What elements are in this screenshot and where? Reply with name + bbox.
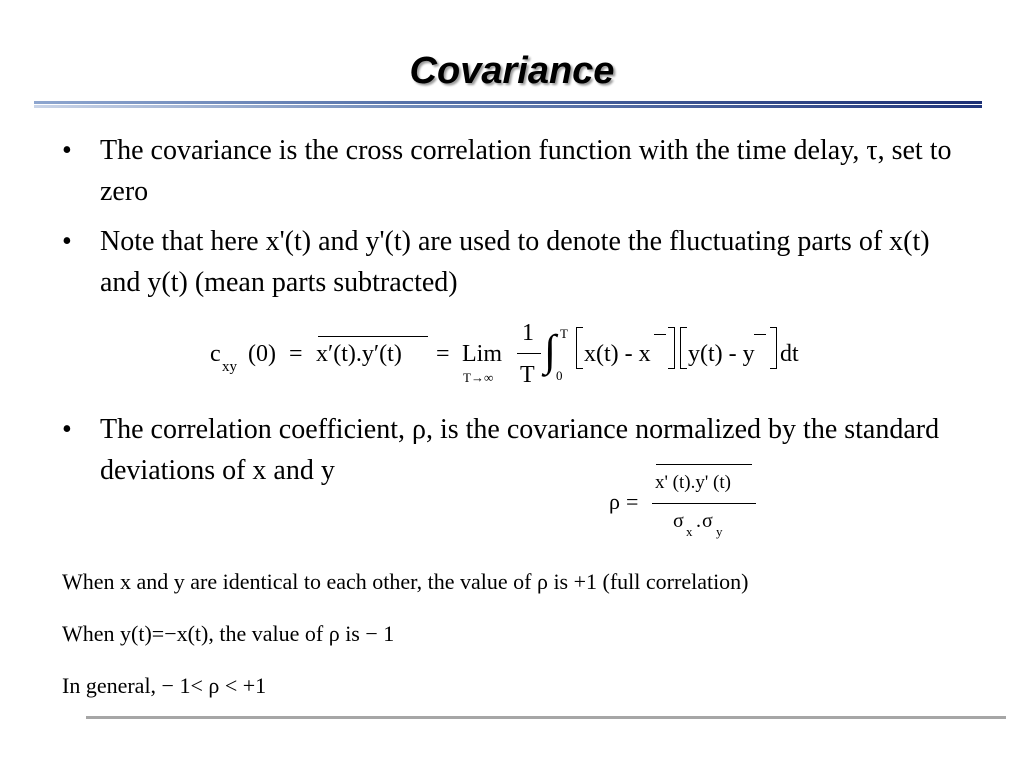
- footer-rule: [86, 716, 1006, 719]
- eq-rho: ρ: [609, 489, 620, 514]
- title-underline: [34, 101, 982, 109]
- eq-integral-upper: T: [560, 326, 568, 341]
- eq-xbar-line: [654, 334, 666, 335]
- eq-fraction-T: T: [520, 362, 535, 388]
- bullet-marker: •: [62, 226, 72, 257]
- eq-integral-sign: ∫: [544, 326, 557, 375]
- eq-subscript-xy: xy: [222, 359, 237, 375]
- note-identical: When x and y are identical to each other, the value of ρ is +1 (full correlation): [62, 569, 749, 594]
- bullet-text: Note that here x'(t) and y'(t) are used to denote the fluctuating parts of x(t) and y(t) (mean parts subtracted): [100, 226, 930, 298]
- eq-y-minus-mean: y(t) - y: [688, 341, 755, 367]
- eq-bracket-close-1: [668, 327, 675, 369]
- slide-title: Covariance: [409, 50, 615, 92]
- eq-sigma-sub-x: x: [686, 524, 693, 539]
- eq-rho-fraction-bar: [652, 503, 756, 504]
- bullet-marker: •: [62, 414, 72, 445]
- note-negated: When y(t)=−x(t), the value of ρ is − 1: [62, 621, 395, 646]
- bullet-text: The covariance is the cross correlation function with the time delay, τ, set to zero: [100, 135, 952, 207]
- eq-product: x′(t).y′(t): [316, 341, 402, 367]
- eq-lim-subscript: T→∞: [463, 370, 494, 385]
- eq-rho-overbar: [656, 464, 752, 465]
- eq-arg-zero: (0): [248, 341, 276, 367]
- eq-ybar-line: [754, 334, 766, 335]
- eq-dt: dt: [780, 341, 799, 367]
- eq-overbar-product: [318, 336, 428, 337]
- eq-bracket-close-2: [770, 327, 777, 369]
- eq-bracket-open-2: [680, 327, 687, 369]
- eq-fraction-one: 1: [522, 320, 534, 346]
- eq-integral-lower: 0: [556, 368, 563, 383]
- eq-rho-numerator: x' (t).y' (t): [655, 472, 731, 493]
- eq-sigma-sub-y: y: [716, 524, 723, 539]
- eq-rho-equals: =: [626, 489, 639, 514]
- bullet-marker: •: [62, 135, 72, 166]
- eq-x-minus-mean: x(t) - x: [584, 341, 651, 367]
- eq-sigma-dot: .: [696, 510, 701, 532]
- eq-equals-2: =: [436, 341, 450, 367]
- eq-fraction-bar: [517, 353, 541, 354]
- eq-sigma-y: σ: [702, 510, 713, 532]
- eq-sigma-x: σ: [673, 510, 684, 532]
- eq-c: c: [210, 341, 221, 367]
- eq-bracket-open-1: [576, 327, 583, 369]
- eq-equals-1: =: [289, 341, 303, 367]
- bullet-text: The correlation coefficient, ρ, is the covariance normalized by the standard deviations of x and y: [100, 414, 940, 486]
- note-range: In general, − 1< ρ < +1: [62, 673, 267, 698]
- eq-lim: Lim: [462, 341, 502, 367]
